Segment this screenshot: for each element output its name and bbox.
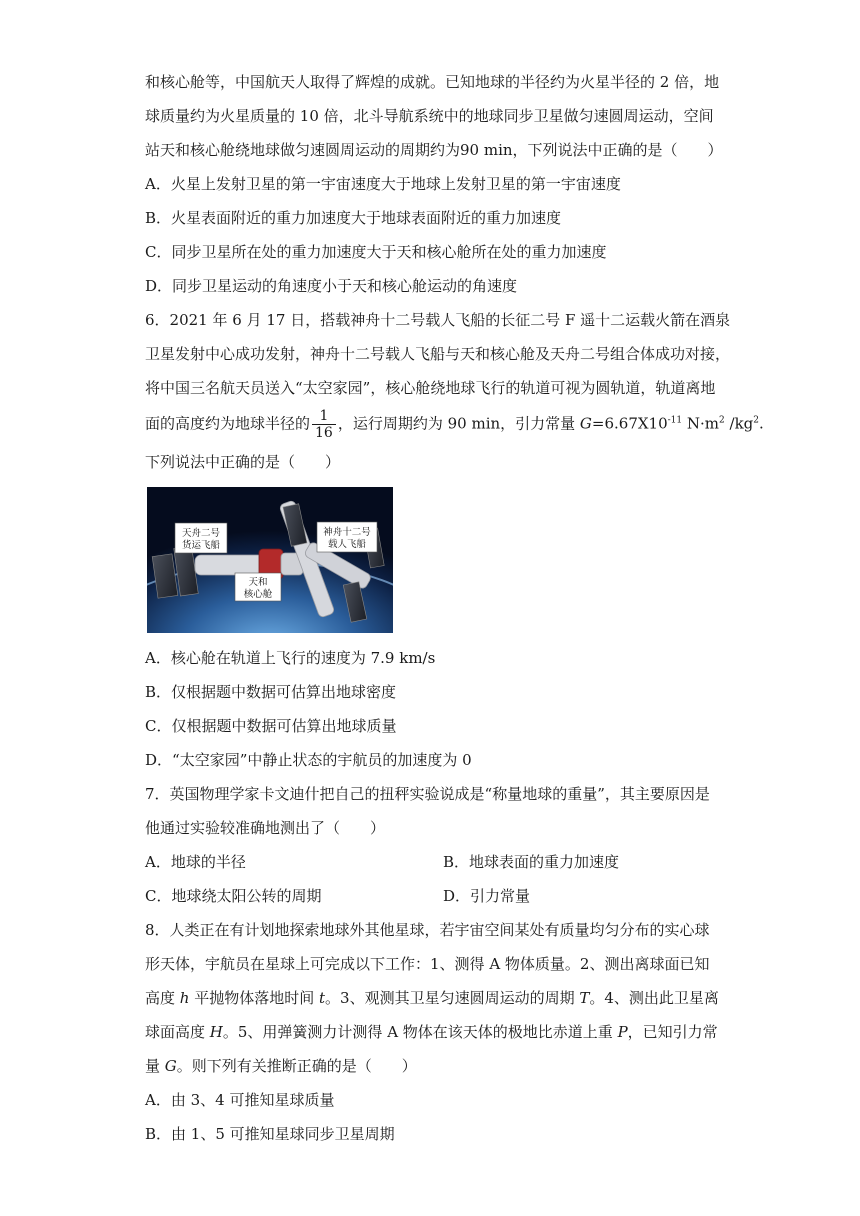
q5-option-d: D．同步卫星运动的角速度小于天和核心舱运动的角速度 bbox=[145, 277, 518, 295]
q8-line5-text-b: 。则下列有关推断正确的是（ ） bbox=[176, 1057, 417, 1075]
q8-option-a: A．由 3、4 可推知星球质量 bbox=[145, 1091, 335, 1109]
fraction-numerator: 1 bbox=[312, 408, 336, 425]
label-tianzhou-line-2: 货运飞船 bbox=[181, 540, 221, 551]
q6-stem-line-1: 6．2021 年 6 月 17 日，搭载神舟十二号载人飞船的长征二号 F 遥十二运载火箭在酒泉 bbox=[145, 311, 731, 329]
symbol-t: t bbox=[319, 989, 326, 1007]
gravity-unit-exponent: 2 bbox=[719, 415, 725, 426]
q7-stem-line-1: 7．英国物理学家卡文迪什把自己的扭秤实验说成是“称量地球的重量”，其主要原因是 bbox=[145, 785, 710, 803]
gravity-constant-exponent: -11 bbox=[667, 415, 683, 426]
q6-stem-line-2: 卫星发射中心成功发射，神舟十二号载人飞船与天和核心舱及天舟二号组合体成功对接， bbox=[145, 345, 731, 363]
q7-option-a: A．地球的半径 bbox=[145, 853, 246, 871]
q7-option-d: D．引力常量 bbox=[443, 887, 531, 905]
q7-stem-line-2: 他通过实验较准确地测出了（ ） bbox=[145, 819, 386, 837]
q5-option-b: B．火星表面附近的重力加速度大于地球表面附近的重力加速度 bbox=[145, 209, 562, 227]
label-shenzhou bbox=[317, 522, 377, 552]
gravity-end: . bbox=[759, 414, 764, 433]
gravity-unit-end-exponent: 2 bbox=[753, 415, 760, 426]
symbol-H: H bbox=[209, 1023, 223, 1041]
label-tianzhou-line-1: 天舟二号 bbox=[181, 528, 221, 539]
q6-option-b: B．仅根据题中数据可估算出地球密度 bbox=[145, 683, 397, 701]
q6-option-a: A．核心舱在轨道上飞行的速度为 7.9 km/s bbox=[145, 649, 436, 667]
fraction-one-sixteenth bbox=[312, 408, 336, 441]
q6-line4-after: ，运行周期约为 90 min，引力常量 bbox=[337, 414, 580, 433]
q6-option-d: D．“太空家园”中静止状态的宇航员的加速度为 0 bbox=[145, 751, 472, 769]
q8-stem-line-1: 8．人类正在有计划地探索地球外其他星球，若宇宙空间某处有质量均匀分布的实心球 bbox=[145, 921, 710, 939]
q5-option-c: C．同步卫星所在处的重力加速度大于天和核心舱所在处的重力加速度 bbox=[145, 243, 607, 261]
q8-line4-text-b: 。5、用弹簧测力计测得 A 物体在该天体的极地比赤道上重 bbox=[222, 1023, 618, 1041]
q5-stem-line-1: 和核心舱等，中国航天人取得了辉煌的成就。已知地球的半径约为火星半径的 2 倍，地 bbox=[145, 73, 720, 91]
q6-option-c: C．仅根据题中数据可估算出地球质量 bbox=[145, 717, 397, 735]
q8-stem-line-2: 形天体，宇航员在星球上可完成以下工作：1、测得 A 物体质量。2、测出离球面已知 bbox=[145, 955, 710, 973]
q8-line3-text-b: 平抛物体落地时间 bbox=[189, 989, 319, 1007]
label-tianhe-line-1: 天和 bbox=[248, 577, 268, 588]
q8-line3-text-c: 。3、观测其卫星匀速圆周运动的周期 bbox=[325, 989, 580, 1007]
q8-stem-line-3 bbox=[145, 988, 719, 1008]
label-shenzhou-line-1: 神舟十二号 bbox=[323, 527, 371, 538]
q6-stem-line-4 bbox=[145, 408, 764, 441]
gravity-unit-end: /kg bbox=[724, 414, 754, 433]
gravity-constant-symbol: G bbox=[579, 414, 592, 433]
q8-stem-line-5 bbox=[145, 1056, 417, 1076]
label-tianhe bbox=[235, 573, 281, 601]
q8-stem-line-4 bbox=[145, 1022, 718, 1042]
q5-stem-line-3: 站天和核心舱绕地球做匀速圆周运动的周期约为90 min，下列说法中正确的是（ ） bbox=[145, 141, 723, 159]
q7-option-c: C．地球绕太阳公转的周期 bbox=[145, 887, 322, 905]
q8-line5-text-a: 量 bbox=[145, 1057, 165, 1075]
q8-line3-text-d: 。4、测出此卫星离 bbox=[589, 989, 719, 1007]
gravity-unit: N·m bbox=[682, 414, 720, 433]
q8-option-b: B．由 1、5 可推知星球同步卫星周期 bbox=[145, 1125, 395, 1143]
q6-stem-line-3: 将中国三名航天员送入“太空家园”，核心舱绕地球飞行的轨道可视为圆轨道，轨道离地 bbox=[145, 379, 716, 397]
space-station-figure bbox=[147, 487, 393, 633]
gravity-constant-value: =6.67X10 bbox=[591, 414, 668, 433]
q6-stem-line-5: 下列说法中正确的是（ ） bbox=[145, 453, 341, 471]
q8-line4-text-a: 球面高度 bbox=[145, 1023, 210, 1041]
q7-option-b: B．地球表面的重力加速度 bbox=[443, 853, 620, 871]
label-tianzhou bbox=[175, 523, 227, 553]
q6-line4-before: 面的高度约为地球半径的 bbox=[145, 414, 311, 433]
q8-line4-text-c: ，已知引力常 bbox=[627, 1023, 718, 1041]
q5-option-a: A．火星上发射卫星的第一宇宙速度大于地球上发射卫星的第一宇宙速度 bbox=[145, 175, 621, 193]
label-shenzhou-line-2: 载人飞船 bbox=[327, 539, 367, 550]
q5-stem-line-2: 球质量约为火星质量的 10 倍，北斗导航系统中的地球同步卫星做匀速圆周运动，空间 bbox=[145, 107, 714, 125]
fraction-denominator: 16 bbox=[315, 425, 333, 441]
label-tianhe-line-2: 核心舱 bbox=[243, 589, 273, 600]
symbol-G: G bbox=[164, 1057, 177, 1075]
symbol-T: T bbox=[579, 989, 590, 1007]
symbol-P: P bbox=[617, 1023, 628, 1041]
q8-line3-text-a: 高度 bbox=[145, 989, 180, 1007]
symbol-h: h bbox=[179, 989, 190, 1007]
